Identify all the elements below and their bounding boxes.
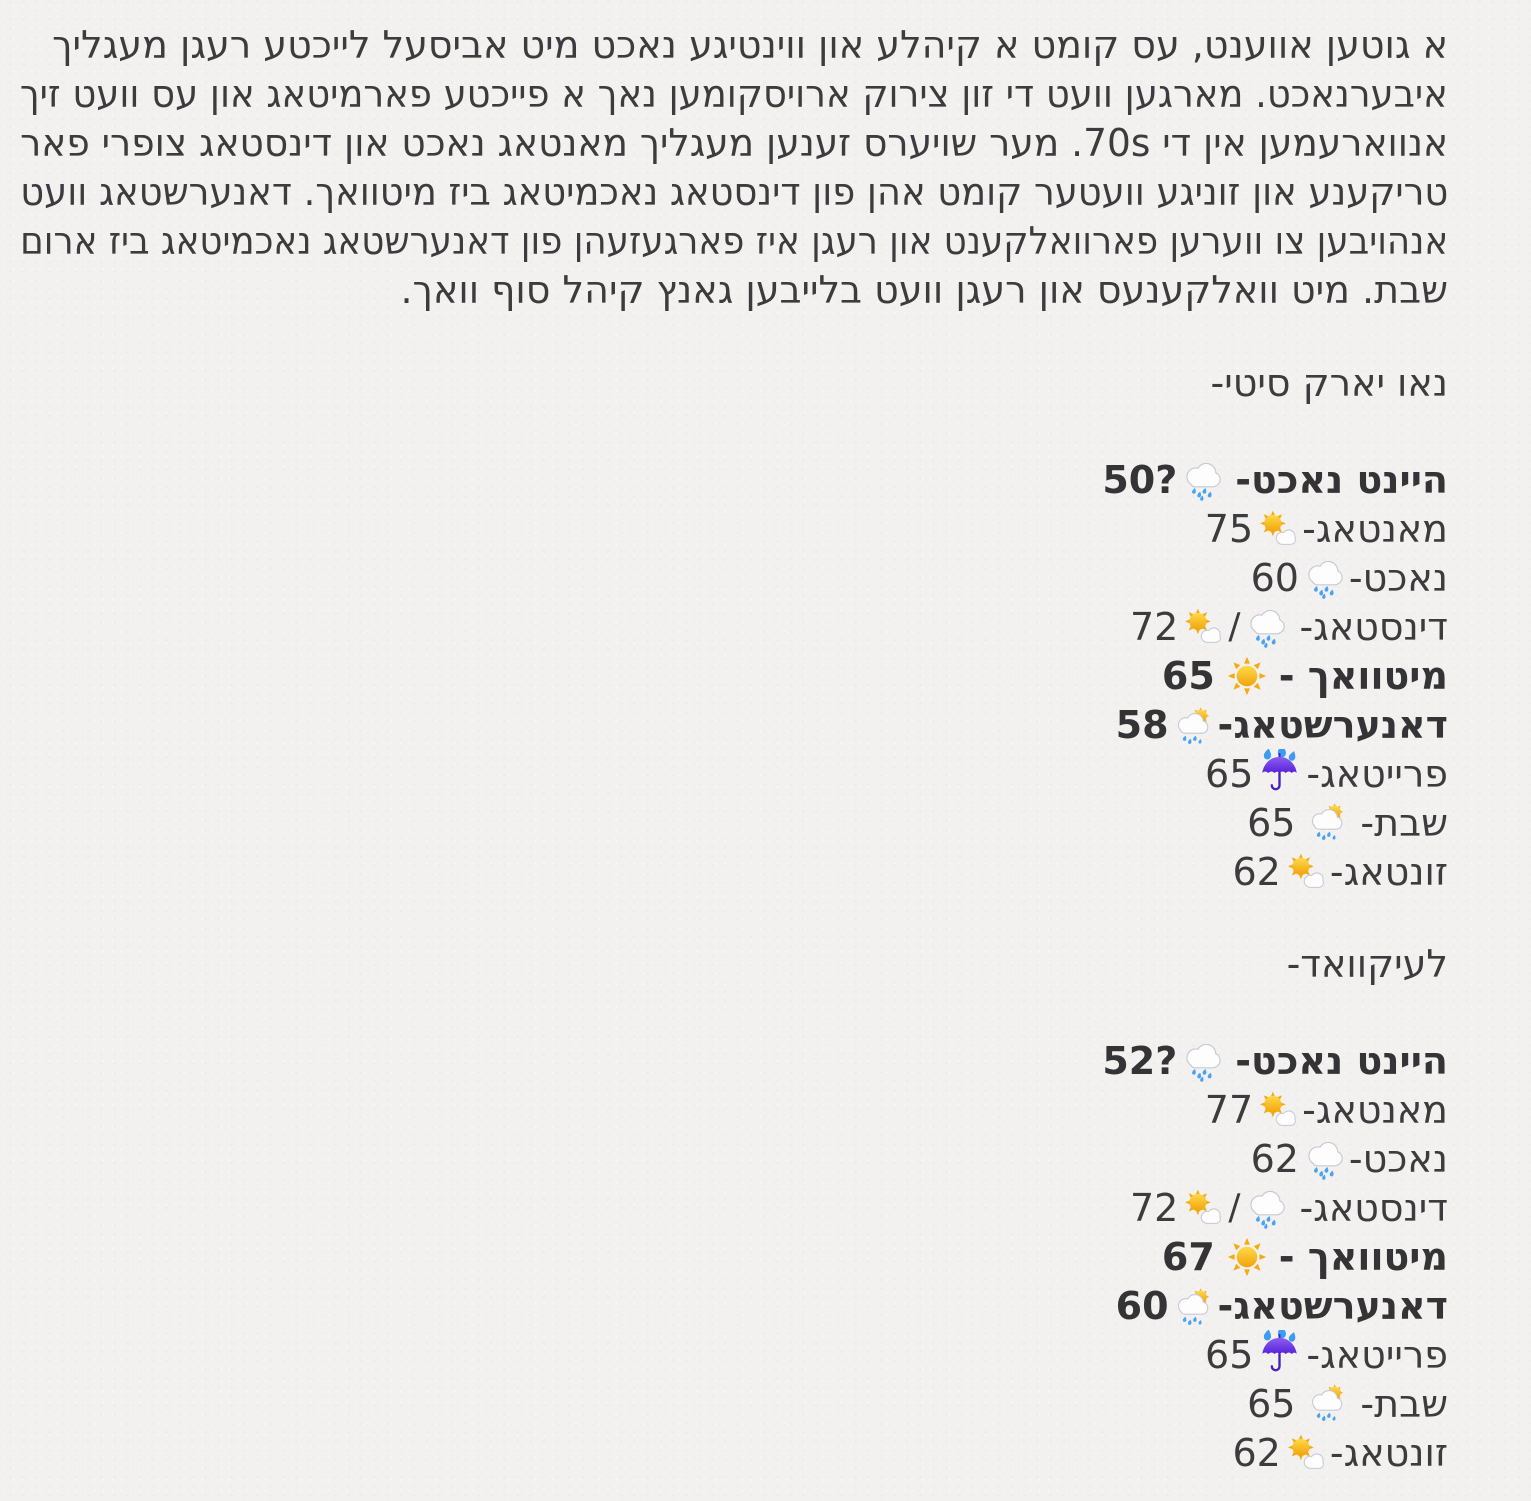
temp-value: 65: [1161, 653, 1215, 698]
sun-small-cloud-icon: [1285, 851, 1326, 892]
forecast-row: [20, 749, 1448, 798]
intro-line: איבערנאכט. מארגען וועט די זון צירוק ארויסקומען נאך א פייכטע פארמיטאג און עס וועט זיך: [20, 72, 1448, 116]
intro-line: א גוטען אווענט, עס קומט א קיהלע און ווינטיגע נאכט מיט אביסעל לייכטע רעגן מעגליך: [52, 23, 1448, 67]
forecast-row: [20, 602, 1448, 651]
forecast-row: [20, 1232, 1448, 1281]
temp-value: 60: [1115, 1283, 1169, 1328]
temp-value: 77: [1204, 1087, 1254, 1132]
day-label: נאכט-: [1348, 1136, 1448, 1181]
forecast-row: [20, 1183, 1448, 1232]
forecast-row: [20, 504, 1448, 553]
sun-icon: [1227, 656, 1267, 696]
sun-rain-cloud-icon: [1307, 1383, 1348, 1424]
city-forecast-0: [20, 359, 1448, 896]
day-label: פרייטאג-: [1306, 1332, 1448, 1377]
cloud-rain-icon: [1181, 1042, 1223, 1084]
umbrella-rain-icon: [1257, 749, 1302, 794]
rows: [20, 455, 1448, 896]
temp-value: 58: [1115, 702, 1169, 747]
umbrella-rain-icon: [1257, 1330, 1302, 1375]
forecast-row: [20, 1379, 1448, 1428]
forecast-row: [20, 553, 1448, 602]
day-label: שבת-: [1360, 800, 1448, 845]
temp-value: 60: [1250, 555, 1299, 600]
day-label: מאנטאג-: [1302, 506, 1448, 551]
day-label: דינסטאג-: [1299, 604, 1448, 649]
forecast-row: [20, 1428, 1448, 1477]
temp-value: 67: [1161, 1234, 1215, 1279]
temp-value: 72: [1129, 1185, 1179, 1230]
city-header: לעיקוואד-: [1286, 942, 1448, 986]
intro-line: אנווארעמען אין די 70s. מער שויערס זענען מעגליך מאנטאג נאכט און דינסטאג צופרי פאר: [20, 121, 1448, 165]
day-label: מיטוואך -: [1278, 1234, 1448, 1279]
temp-value: 75: [1204, 506, 1254, 551]
day-label: שבת-: [1360, 1381, 1448, 1426]
day-label: נאכט-: [1348, 555, 1448, 600]
forecast-row: [20, 700, 1448, 749]
sun-small-cloud-icon: [1182, 606, 1223, 647]
day-label: זונטאג-: [1329, 849, 1448, 894]
temp-value: 65: [1205, 751, 1254, 796]
forecast-row: [20, 798, 1448, 847]
forecast-row: [20, 1085, 1448, 1134]
cloud-rain-icon: [1303, 1140, 1345, 1182]
intro-line: טריקענע און זוניגע וועטער קומט אהן פון דינסטאג נאכמיטאג ביז מיטוואך. דאנערשטאג וועט: [20, 170, 1448, 214]
sun-icon: [1227, 1237, 1267, 1277]
sections: [20, 359, 1448, 1477]
forecast-row: [20, 1036, 1448, 1085]
temp-value: 52?: [1102, 1038, 1178, 1083]
intro-line: שבת. מיט וואלקענעס און רעגן וועט בלייבען גאנץ קיהל סוף וואך.: [400, 268, 1448, 312]
temp-value: 65: [1247, 1381, 1296, 1426]
forecast-row: [20, 1330, 1448, 1379]
forecast-row: [20, 1134, 1448, 1183]
sun-rain-cloud-icon: [1173, 1287, 1214, 1328]
temp-value: 62: [1232, 849, 1281, 894]
slash-separator: /: [1228, 1187, 1241, 1228]
cloud-rain-icon: [1245, 608, 1287, 650]
sun-small-cloud-icon: [1182, 1187, 1223, 1228]
temp-value: 62: [1232, 1430, 1281, 1475]
sun-rain-cloud-icon: [1307, 802, 1348, 843]
sun-rain-cloud-icon: [1173, 706, 1214, 747]
sun-small-cloud-icon: [1257, 1089, 1298, 1130]
temp-value: 65: [1247, 800, 1296, 845]
day-label: מיטוואך -: [1278, 653, 1448, 698]
forecast-row: [20, 651, 1448, 700]
temp-value: 50?: [1102, 457, 1178, 502]
day-label: פרייטאג-: [1306, 751, 1448, 796]
sun-small-cloud-icon: [1257, 508, 1298, 549]
forecast-row: [20, 455, 1448, 504]
day-label: היינט נאכט-: [1235, 457, 1448, 502]
cloud-rain-icon: [1245, 1189, 1287, 1231]
slash-separator: /: [1228, 606, 1241, 647]
city-forecast-1: [20, 940, 1448, 1477]
temp-value: 65: [1205, 1332, 1254, 1377]
day-label: דאנערשטאג-: [1217, 702, 1448, 747]
day-label: דאנערשטאג-: [1217, 1283, 1448, 1328]
forecast-intro: [20, 21, 1448, 315]
temp-value: 62: [1250, 1136, 1299, 1181]
day-label: מאנטאג-: [1302, 1087, 1448, 1132]
cloud-rain-icon: [1181, 461, 1223, 503]
day-label: דינסטאג-: [1299, 1185, 1448, 1230]
rows: [20, 1036, 1448, 1477]
forecast-row: [20, 847, 1448, 896]
temp-value: 72: [1129, 604, 1179, 649]
day-label: היינט נאכט-: [1235, 1038, 1448, 1083]
cloud-rain-icon: [1303, 559, 1345, 601]
sun-small-cloud-icon: [1285, 1432, 1326, 1473]
forecast-row: [20, 1281, 1448, 1330]
city-header: נאו יארק סיטי-: [1210, 361, 1448, 405]
intro-line: אנהויבען צו ווערען פארוואלקענט און רעגן איז פארגעזעהן פון דאנערשטאג נאכמיטאג ביז ארום: [19, 219, 1448, 263]
day-label: זונטאג-: [1329, 1430, 1448, 1475]
